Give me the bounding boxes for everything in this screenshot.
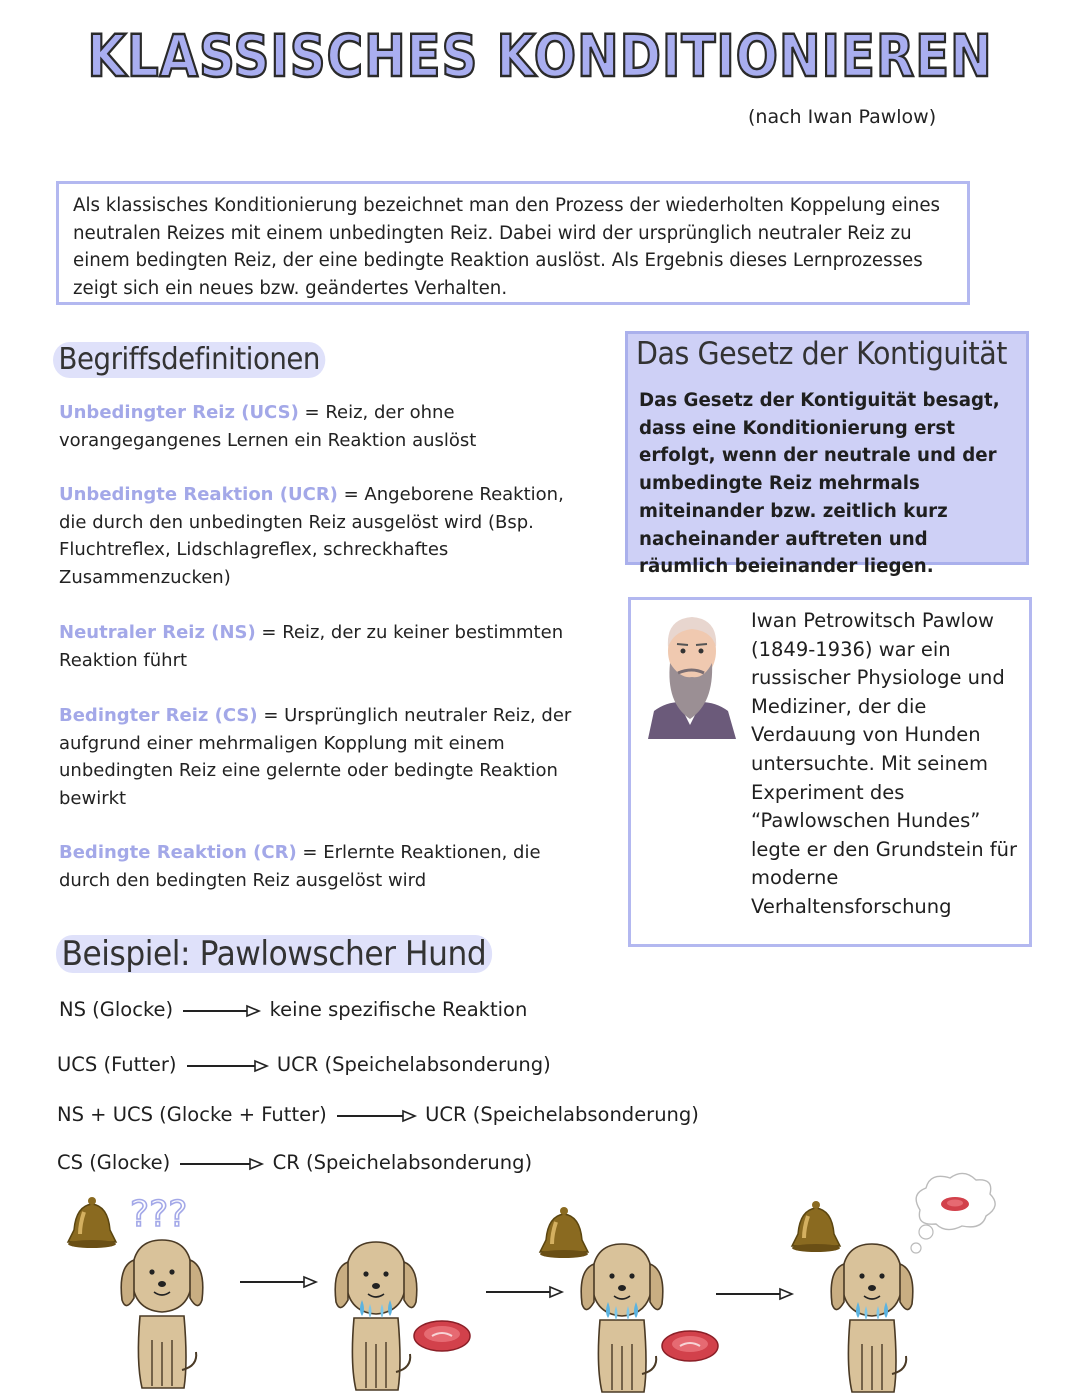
arrow-icon [486, 1287, 562, 1297]
arrow-icon [179, 1003, 263, 1019]
definition-text: = Reiz, der zu keiner bestimmten Reaktion führt [59, 622, 564, 671]
step-stimulus: NS (Glocke) [59, 998, 174, 1021]
definition-item [59, 839, 579, 894]
definition-item [59, 702, 579, 812]
step-stimulus: CS (Glocke) [57, 1151, 171, 1174]
definition-item [59, 481, 579, 591]
step-response: UCR (Speichelabsonderung) [276, 1053, 551, 1076]
definition-term: Unbedingter Reiz (UCS) [59, 402, 299, 423]
question-marks: ??? [130, 1194, 188, 1235]
contiguity-law-text: Das Gesetz der Kontiguität besagt, dass eine Konditionierung erst erfolgt, wenn der neutrale und der umbedingte Reiz mehrmals miteinander bzw. zeitlich kurz nacheinander auftreten und räumlich beieinander liegen. [639, 390, 1000, 578]
conditioning-step [59, 998, 527, 1021]
step-response: keine spezifische Reaktion [269, 998, 528, 1021]
arrow-icon [716, 1289, 792, 1299]
definitions-heading: Begriffsdefinitionen [53, 342, 325, 378]
bell-icon [540, 1207, 588, 1258]
arrow-icon [183, 1058, 271, 1074]
definition-text: = Reiz, der ohne vorangegangenes Lernen ein Reaktion auslöst [59, 402, 477, 451]
meat-icon [662, 1331, 718, 1361]
definition-term: Neutraler Reiz (NS) [59, 622, 256, 643]
definition-term: Bedingte Reaktion (CR) [59, 842, 297, 863]
intro-box: Als klassisches Konditionierung bezeichnet man den Prozess der wiederholten Koppelung eines neutralen Reizes mit einem unbedingten Reiz. Dabei wird der ursprünglich neutraler Reiz zu einem bedingten Reiz, der eine bedingte Reaktion auslöst. Als Ergebnis dieses Lernprozesses zeigt sich ein neues bzw. geändertes Verhalten. [56, 181, 970, 305]
page-title: KLASSISCHES KONDITIONIEREN [87, 22, 993, 90]
conditioning-step [57, 1053, 551, 1076]
step-stimulus: UCS (Futter) [57, 1053, 177, 1076]
dog-icon [121, 1240, 203, 1388]
dog-icon [335, 1242, 417, 1390]
step-response: CR (Speichelabsonderung) [272, 1151, 533, 1174]
step-stimulus: NS + UCS (Glocke + Futter) [57, 1103, 327, 1126]
definition-item [59, 619, 579, 674]
pawlow-portrait [640, 607, 740, 739]
definition-text: = Erlernte Reaktionen, die durch den bedingten Reiz ausgelöst wird [59, 842, 541, 891]
example-heading: Beispiel: Pawlowscher Hund [56, 935, 492, 973]
subtitle: (nach Iwan Pawlow) [748, 106, 937, 128]
dog-icon [581, 1244, 663, 1392]
arrow-icon [333, 1108, 419, 1124]
meat-icon [414, 1321, 470, 1351]
contiguity-law-heading: Das Gesetz der Kontiguität [636, 336, 1007, 372]
arrow-icon [240, 1277, 316, 1287]
definition-term: Unbedingte Reaktion (UCR) [59, 484, 338, 505]
thought-bubble-icon [911, 1173, 995, 1253]
conditioning-illustration [50, 1170, 1010, 1394]
dog-icon [831, 1244, 913, 1392]
biography-text: Iwan Petrowitsch Pawlow (1849-1936) war ein russischer Physiologe und Mediziner, der die Verdauung von Hunden untersuchte. Mit seinem Experiment des “Pawlowschen Hundes” legte er den Grundstein für moderne Verhaltensforschung [751, 609, 1018, 918]
bell-icon [792, 1201, 840, 1252]
definition-text: = Ursprünglich neutraler Reiz, der aufgrund einer mehrmaligen Kopplung mit einem unbedingten Reiz eine gelernte oder bedingte Reaktion bewirkt [59, 705, 572, 809]
definition-item [59, 399, 579, 454]
step-response: UCR (Speichelabsonderung) [425, 1103, 699, 1126]
conditioning-step [57, 1103, 699, 1126]
definition-text: = Angeborene Reaktion, die durch den unbedingten Reiz ausgelöst wird (Bsp. Fluchtreflex, Lidschlagreflex, schreckhaftes Zusammenzucken) [59, 484, 564, 588]
definition-term: Bedingter Reiz (CS) [59, 705, 258, 726]
bell-icon [68, 1197, 116, 1248]
